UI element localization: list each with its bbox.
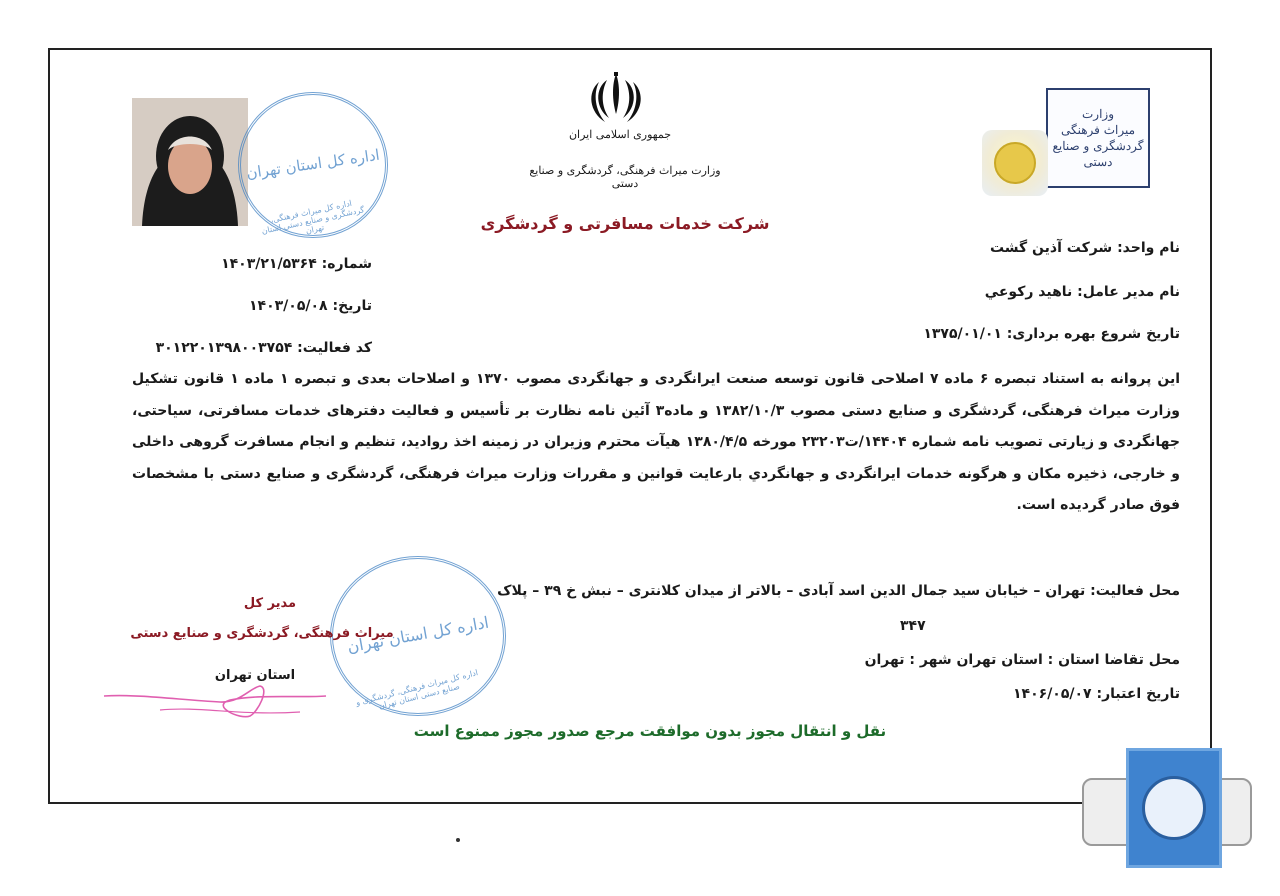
stamp-ring-text: اداره کل میراث فرهنگی، گردشگری و صنایع دستی استان تهران <box>260 198 366 236</box>
transfer-prohibited-note: نقل و انتقال مجوز بدون موافقت مرجع صدور مجوز ممنوع است <box>413 722 887 740</box>
plate-number: ۳۴۷ <box>900 618 926 634</box>
number-label: شماره: <box>321 256 372 272</box>
validity-row <box>880 686 1180 702</box>
activity-code-value: ۳۰۱۲۲۰۱۳۹۸۰۰۳۷۵۴ <box>155 340 293 356</box>
activity-code-label: کد فعالیت: <box>297 340 372 356</box>
stamp-center-text: اداره کل استان تهران <box>245 145 381 183</box>
ministry-logo-line: میراث فرهنگی <box>1060 123 1136 137</box>
validity-label: تاریخ اعتبار: <box>1096 686 1180 702</box>
validity-value: ۱۴۰۶/۰۵/۰۷ <box>1013 686 1092 702</box>
start-date-value: ۱۳۷۵/۰۱/۰۱ <box>923 326 1002 342</box>
request-place-label: محل تقاضا <box>1104 652 1180 668</box>
ministry-logo-icon <box>1046 88 1150 188</box>
official-stamp <box>238 92 388 238</box>
manager-value: ناهید رکوعي <box>984 284 1073 300</box>
manager-label: نام مدیر عامل: <box>1077 284 1180 300</box>
stamp-center-text: اداره کل استان تهران <box>345 612 491 657</box>
date-value: ۱۴۰۳/۰۵/۰۸ <box>249 298 328 314</box>
ministry-logo-line: گردشگری و صنایع دستی <box>1052 139 1144 169</box>
signature <box>100 676 330 728</box>
ministry-logo-line: وزارت <box>1082 107 1115 121</box>
unit-name-row <box>780 240 1180 256</box>
ministry-header: وزارت میراث فرهنگی، گردشگری و صنایع دستی <box>529 164 721 190</box>
number-value: ۱۴۰۳/۲۱/۵۳۶۴ <box>221 256 317 272</box>
hologram-seal-icon <box>982 130 1048 196</box>
activity-place-value: تهران – خیابان سید جمال الدین اسد آبادی – بالاتر از میدان کلانتری – نبش خ ۳۹ – پلاک <box>497 583 1086 599</box>
dot-mark <box>456 838 460 842</box>
license-body-text: این پروانه به استناد تبصره ۶ ماده ۷ اصلاحی قانون توسعه صنعت ایرانگردی و جهانگردی مصوب ۱۳۷۰ و اصلاحات بعدی و تبصره ۱ ماده ۱ قانون تشکیل وزارت میراث فرهنگی، گردشگری و صنایع دستی مصوب ۱۳۸۲/۱۰/۳ و ماده۳ آئین نامه نظارت بر تأسیس و فعالیت دفترهای خدمات مسافرتی، سیاحتی، جهانگردی و زیارتی تصویب نامه شماره ۱۴۴۰۴/ت۲۳۲۰۳ مورخه ۱۳۸۰/۴/۵ هیآت محترم وزیران در زمینه اخذ روادید، تنظیم و انجام مسافرت گروهی داخلی و خارجی، ذخیره مکان و هرگونه خدمات ایرانگردی و جهانگردي بارعایت قوانین و مقررات وزارت میراث فرهنگی، گردشگری و صنایع دستی با مشخصات فوق صادر گردیده است. <box>132 371 1181 513</box>
date-label: تاریخ: <box>332 298 372 314</box>
revenue-stamp-icon <box>1126 748 1222 868</box>
director-province: استان تهران <box>214 668 296 683</box>
start-date-row <box>780 326 1180 342</box>
request-place-row <box>700 652 1180 668</box>
holder-photo <box>132 98 248 226</box>
request-place-value: استان : استان تهران شهر : تهران <box>864 652 1100 668</box>
manager-row <box>780 284 1180 300</box>
unit-name-label: نام واحد: <box>1117 240 1180 256</box>
director-title: مدیر کل <box>243 596 297 611</box>
start-date-label: تاریخ شروع بهره برداری: <box>1006 326 1180 342</box>
company-type-title: شرکت خدمات مسافرتی و گردشگری <box>480 214 770 233</box>
number-row <box>150 256 372 272</box>
activity-place-label: محل فعالیت: <box>1090 583 1180 599</box>
activity-place-row <box>430 583 1180 599</box>
unit-name-value: شرکت آذین گشت <box>989 240 1113 256</box>
activity-code-row <box>112 340 372 356</box>
iran-emblem-icon <box>585 70 647 126</box>
director-org: میراث فرهنگی، گردشگری و صنایع دستی <box>130 626 394 641</box>
stamp-ring-text: اداره کل میراث فرهنگی، گردشگری و صنایع دستی استان تهران <box>354 668 479 711</box>
date-row <box>150 298 372 314</box>
republic-header: جمهوری اسلامی ایران <box>568 128 672 141</box>
